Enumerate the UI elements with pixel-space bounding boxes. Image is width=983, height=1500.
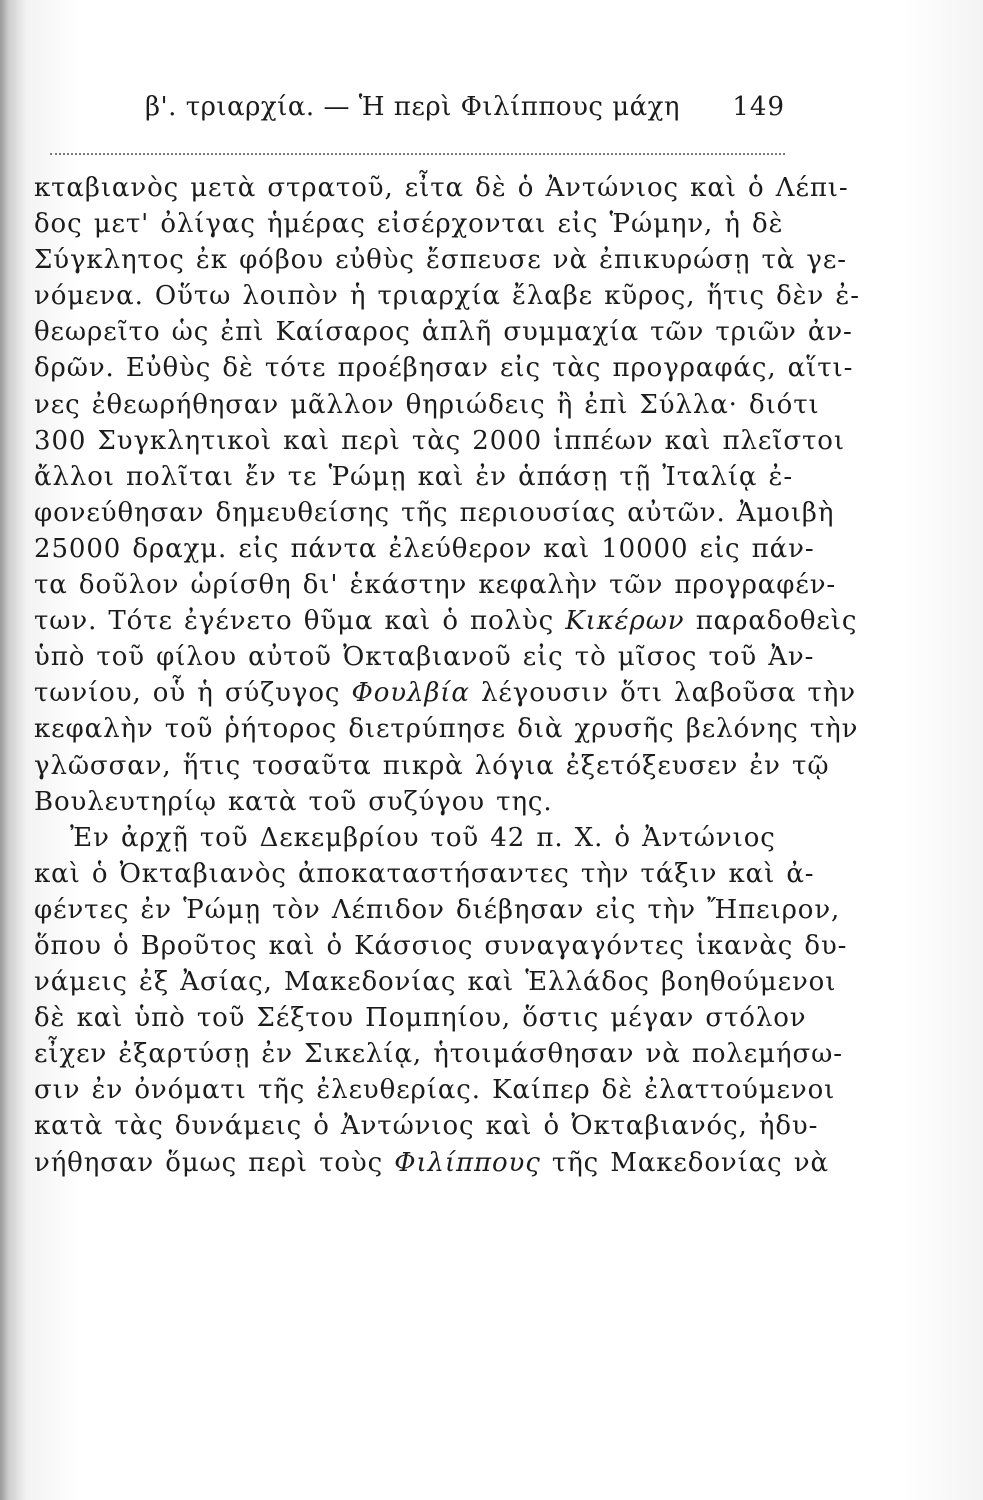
text-line: ἄλλοι πολῖται ἔν τε Ῥώμῃ καὶ ἐν ἁπάσῃ τῇ Ἰταλίᾳ ἐ- — [34, 461, 794, 492]
text-line: κταβιανὸς μετὰ στρατοῦ, εἶτα δὲ ὁ Ἀντώνιος καὶ ὁ Λέπι- — [34, 173, 849, 203]
text-line: νάμεις ἐξ Ἀσίας, Μακεδονίας καὶ Ἑλλάδος βοηθούμενοι — [34, 967, 837, 998]
text-segment: των. Τότε ἐγένετο θῦμα καὶ ὁ πολὺς — [34, 606, 555, 637]
text-line: εἶχεν ἐξαρτύσῃ ἐν Σικελίᾳ, ἡτοιμάσθησαν νὰ πολεμήσω- — [34, 1039, 843, 1070]
text-line: δρῶν. Εὐθὺς δὲ τότε προέβησαν εἰς τὰς προγραφάς, αἵτι- — [34, 353, 854, 384]
spine-shadow — [0, 0, 26, 1500]
text-line: Σύγκλητος ἐκ φόβου εὐθὺς ἔσπευσε νὰ ἐπικυρώσῃ τὰ γε- — [34, 245, 847, 276]
text-line: ὑπὸ τοῦ φίλου αὐτοῦ Ὀκταβιανοῦ εἰς τὸ μῖσος τοῦ Ἀν- — [34, 642, 815, 673]
paragraph-1 — [34, 170, 860, 820]
text-line: καὶ ὁ Ὀκταβιανὸς ἀποκαταστήσαντες τὴν τάξιν καὶ ἀ- — [34, 858, 815, 889]
text-line: τα δοῦλον ὡρίσθη δι' ἑκάστην κεφαλὴν τῶν προγραφέν- — [34, 570, 837, 601]
text-line: φονεύθησαν δημευθείσης τῆς περιουσίας αὐτῶν. Ἀμοιβὴ — [34, 497, 835, 528]
text-line: ὅπου ὁ Βροῦτος καὶ ὁ Κάσσιος συναγαγόντες ἱκανὰς δυ- — [34, 930, 848, 961]
text-line: 300 Συγκλητικοὶ καὶ περὶ τὰς 2000 ἱππέων καὶ πλεῖστοι — [34, 425, 845, 456]
paragraph-2 — [34, 820, 848, 1181]
text-line: θεωρεῖτο ὡς ἐπὶ Καίσαρος ἁπλῆ συμμαχία τῶν τριῶν ἀν- — [34, 317, 853, 348]
text-line: σιν ἐν ὀνόματι τῆς ἐλευθερίας. Καίπερ δὲ ἐλαττούμενοι — [34, 1075, 836, 1106]
name-filippous: Φιλίππους — [394, 1147, 541, 1178]
text-line: νες ἐθεωρήθησαν μᾶλλον θηριώδεις ἢ ἐπὶ Σύλλα· διότι — [34, 389, 820, 420]
text-line: φέντες ἐν Ῥώμῃ τὸν Λέπιδον διέβησαν εἰς τὴν Ἤπειρον, — [34, 894, 841, 925]
text-segment: τῆς Μακεδονίας νὰ — [551, 1147, 829, 1178]
text-line: γλῶσσαν, ἥτις τοσαῦτα πικρὰ λόγια ἐξετόξευσεν ἐν τῷ — [34, 750, 830, 781]
text-line: Βουλευτηρίῳ κατὰ τοῦ συζύγου της. — [34, 786, 553, 817]
text-line: κεφαλὴν τοῦ ῥήτορος διετρύπησε διὰ χρυσῆς βελόνης τὴν — [34, 714, 859, 745]
text-segment: τωνίου, οὗ ἡ σύζυγος — [34, 678, 341, 709]
running-title: β'. τριαρχία. — Ἡ περὶ Φιλίππους μάχη — [145, 92, 681, 122]
header-dotted-rule — [50, 153, 785, 155]
text-segment: λέγουσιν ὅτι λαβοῦσα τὴν — [481, 678, 856, 709]
running-head — [145, 92, 785, 138]
text-line — [34, 603, 858, 639]
text-line: δὲ καὶ ὑπὸ τοῦ Σέξτου Πομπηίου, ὅστις μέγαν στόλον — [34, 1003, 807, 1034]
text-line — [34, 675, 856, 711]
text-line: κατὰ τὰς δυνάμεις ὁ Ἀντώνιος καὶ ὁ Ὀκταβιανός, ἠδυ- — [34, 1111, 819, 1142]
text-line: νόμενα. Οὕτω λοιπὸν ἡ τριαρχία ἔλαβε κῦρος, ἥτις δὲν ἐ- — [34, 281, 860, 312]
page-number: 149 — [732, 92, 785, 122]
text-segment: παραδοθεὶς — [695, 606, 858, 637]
text-line: 25000 δραχμ. εἰς πάντα ἐλεύθερον καὶ 10000 εἰς πάν- — [34, 533, 815, 564]
body-text — [34, 170, 860, 1181]
text-segment: νήθησαν ὅμως περὶ τοὺς — [34, 1147, 384, 1178]
text-line: δος μετ' ὀλίγας ἡμέρας εἰσέρχονται εἰς Ῥώμην, ἡ δὲ — [34, 209, 784, 240]
name-foulvia: Φουλβία — [351, 678, 470, 709]
text-line: Ἐν ἀρχῇ τοῦ Δεκεμβρίου τοῦ 42 π. Χ. ὁ Ἀντώνιος — [70, 822, 776, 853]
text-line — [34, 1145, 829, 1181]
name-kikeron: Κικέρων — [565, 606, 685, 637]
